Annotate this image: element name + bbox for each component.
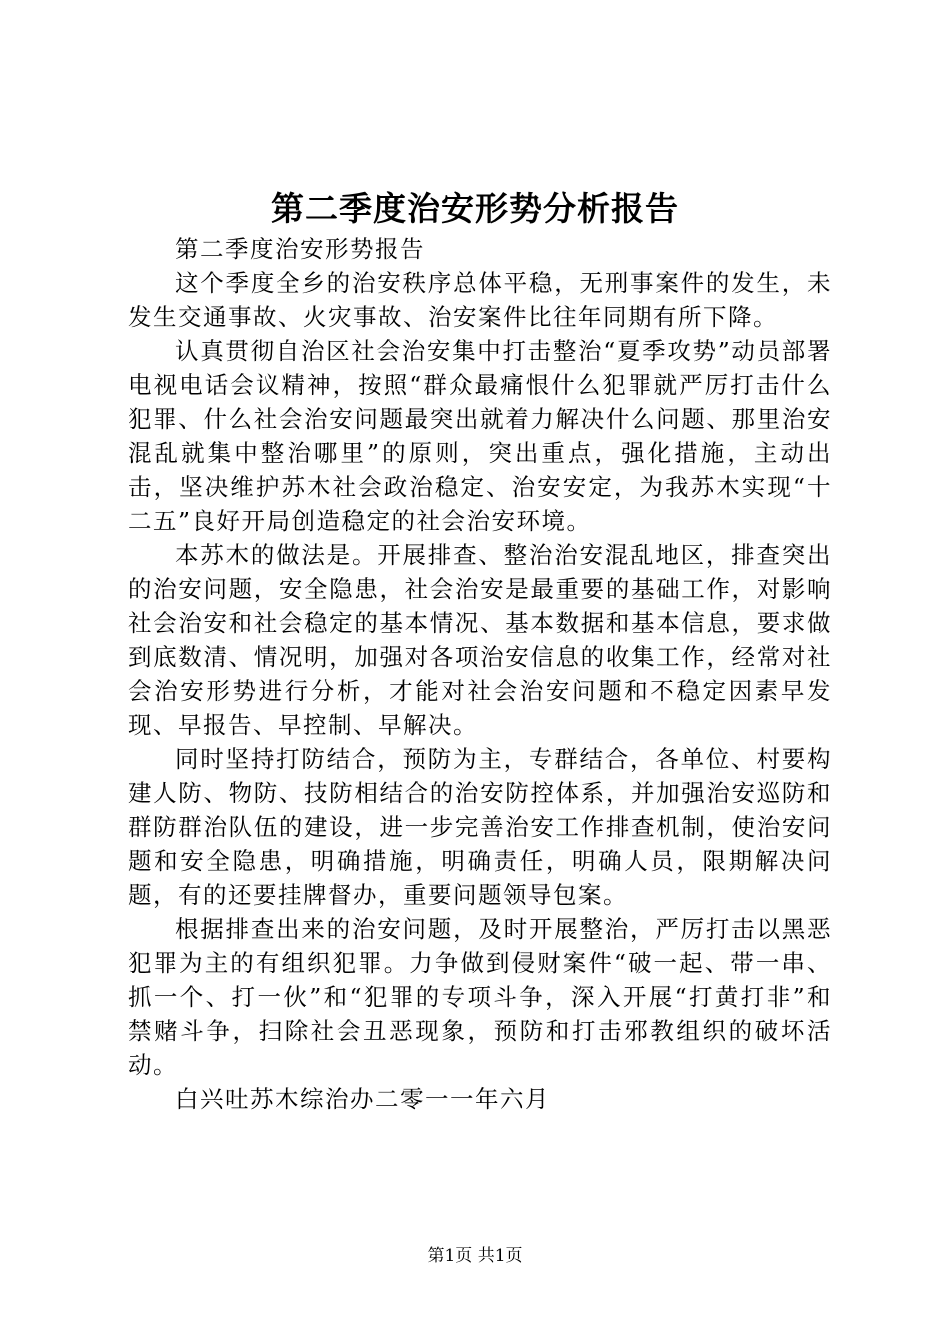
paragraph-signature: 白兴吐苏木综治办二零一一年六月: [175, 1085, 550, 1113]
paragraph-rectification: 根据排查出来的治安问题，及时开展整治，严厉打击以黑恶犯罪为主的有组织犯罪。力争做到侵财案件“破一起、带一串、抓一个、打一伙”和“犯罪的专项斗争，深入开展“打黄打非”和禁赌斗争，扫除社会丑恶现象，预防和打击邪教组织的破坏活动。: [128, 915, 832, 1079]
paragraph-subtitle: 第二季度治安形势报告: [175, 235, 425, 263]
document-body: [128, 232, 832, 1116]
page-footer: 第1页 共1页: [427, 1246, 523, 1266]
paragraph-overview: 这个季度全乡的治安秩序总体平稳，无刑事案件的发生，未发生交通事故、火灾事故、治安案件比往年同期有所下降。: [128, 269, 832, 331]
paragraph-prevention: 同时坚持打防结合，预防为主，专群结合，各单位、村要构建人防、物防、技防相结合的治安防控体系，并加强治安巡防和群防群治队伍的建设，进一步完善治安工作排查机制，使治安问题和安全隐患，明确措施，明确责任，明确人员，限期解决问题，有的还要挂牌督办，重要问题领导包案。: [128, 745, 832, 909]
paragraph-approach: 本苏木的做法是。开展排查、整治治安混乱地区，排查突出的治安问题，安全隐患，社会治安是最重要的基础工作，对影响社会治安和社会稳定的基本情况、基本数据和基本信息，要求做到底数清、情况明，加强对各项治安信息的收集工作，经常对社会治安形势进行分析，才能对社会治安问题和不稳定因素早发现、早报告、早控制、早解决。: [128, 541, 832, 739]
document-title: 第二季度治安形势分析报告: [271, 189, 679, 228]
paragraph-campaign: 认真贯彻自治区社会治安集中打击整治“夏季攻势”动员部署电视电话会议精神，按照“群众最痛恨什么犯罪就严厉打击什么犯罪、什么社会治安问题最突出就着力解决什么问题、那里治安混乱就集中整治哪里”的原则，突出重点，强化措施，主动出击，坚决维护苏木社会政治稳定、治安安定，为我苏木实现“十二五”良好开局创造稳定的社会治安环境。: [128, 337, 832, 535]
